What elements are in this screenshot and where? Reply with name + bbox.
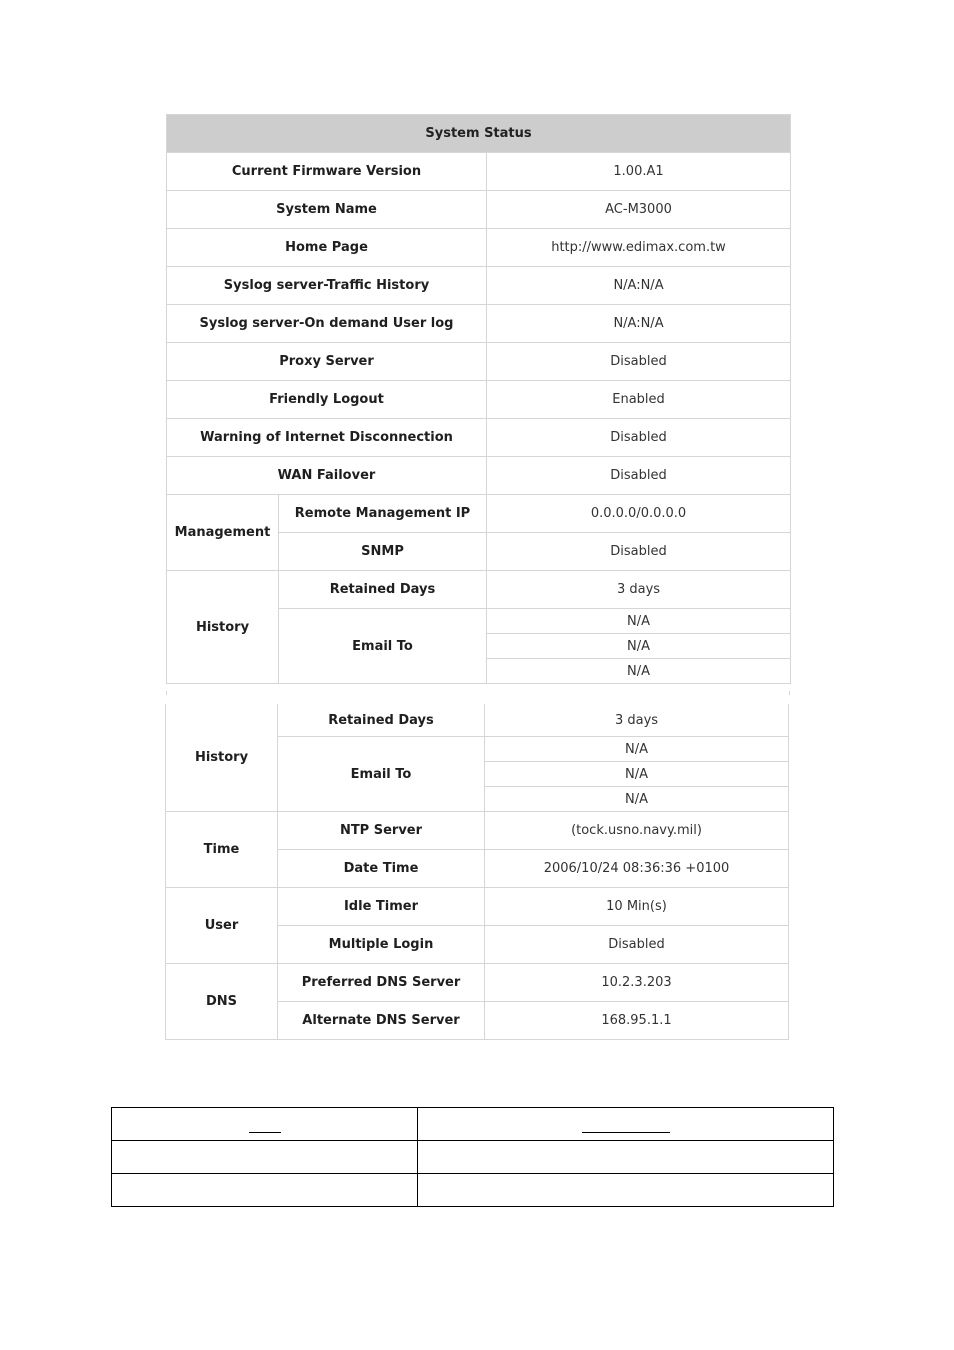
row-label: Current Firmware Version	[167, 153, 487, 191]
empty-description-table	[111, 1107, 834, 1207]
row-label: NTP Server	[278, 812, 485, 850]
row-value: Disabled	[485, 926, 789, 964]
row-label: Retained Days	[278, 704, 485, 737]
header-cell	[112, 1108, 418, 1141]
group-time: Time	[166, 812, 278, 888]
row-label: Idle Timer	[278, 888, 485, 926]
row-label: Preferred DNS Server	[278, 964, 485, 1002]
table-edge	[166, 691, 167, 695]
row-value: Disabled	[487, 343, 791, 381]
row-value: 3 days	[485, 704, 789, 737]
table-row	[166, 704, 789, 737]
email-value: N/A	[485, 787, 789, 812]
row-value: (tock.usno.navy.mil)	[485, 812, 789, 850]
row-value: Disabled	[487, 457, 791, 495]
row-label: Date Time	[278, 850, 485, 888]
row-label: Email To	[279, 609, 487, 684]
row-label: Alternate DNS Server	[278, 1002, 485, 1040]
table-row	[166, 964, 789, 1002]
table-row	[167, 457, 791, 495]
table-row	[166, 888, 789, 926]
row-label: System Name	[167, 191, 487, 229]
row-label: Retained Days	[279, 571, 487, 609]
row-value: 10 Min(s)	[485, 888, 789, 926]
table-row	[167, 381, 791, 419]
row-label: Multiple Login	[278, 926, 485, 964]
table-row	[166, 812, 789, 850]
row-label: Friendly Logout	[167, 381, 487, 419]
table-row	[167, 305, 791, 343]
table-row	[112, 1174, 834, 1207]
group-user: User	[166, 888, 278, 964]
system-status-table-top	[166, 114, 791, 684]
row-value: AC-M3000	[487, 191, 791, 229]
table-row	[167, 495, 791, 533]
email-value: N/A	[485, 762, 789, 787]
table-row	[167, 191, 791, 229]
row-value: 10.2.3.203	[485, 964, 789, 1002]
group-history: History	[166, 704, 278, 812]
row-value: 2006/10/24 08:36:36 +0100	[485, 850, 789, 888]
row-label: Warning of Internet Disconnection	[167, 419, 487, 457]
system-status-table-bottom	[165, 704, 789, 1040]
row-value: 1.00.A1	[487, 153, 791, 191]
row-value: 0.0.0.0/0.0.0.0	[487, 495, 791, 533]
email-value: N/A	[485, 737, 789, 762]
row-label: Syslog server-Traffic History	[167, 267, 487, 305]
row-value: 168.95.1.1	[485, 1002, 789, 1040]
table-row	[167, 419, 791, 457]
email-value: N/A	[487, 609, 791, 634]
row-value: Disabled	[487, 419, 791, 457]
row-label: Remote Management IP	[279, 495, 487, 533]
row-label: SNMP	[279, 533, 487, 571]
row-value: N/A:N/A	[487, 267, 791, 305]
row-label: Email To	[278, 737, 485, 812]
group-management: Management	[167, 495, 279, 571]
table-cell	[418, 1141, 834, 1174]
underline-mark	[249, 1110, 281, 1133]
row-label: Proxy Server	[167, 343, 487, 381]
table-cell	[418, 1174, 834, 1207]
row-value: Enabled	[487, 381, 791, 419]
underline-mark	[582, 1110, 670, 1133]
table-row	[112, 1108, 834, 1141]
table-row	[167, 229, 791, 267]
row-label: Syslog server-On demand User log	[167, 305, 487, 343]
row-value: 3 days	[487, 571, 791, 609]
table-cell	[112, 1141, 418, 1174]
table-row	[112, 1141, 834, 1174]
group-history: History	[167, 571, 279, 684]
table-title: System Status	[167, 115, 791, 153]
row-label: Home Page	[167, 229, 487, 267]
email-value: N/A	[487, 634, 791, 659]
group-dns: DNS	[166, 964, 278, 1040]
table-cell	[112, 1174, 418, 1207]
table-row	[167, 343, 791, 381]
table-row	[167, 153, 791, 191]
table-row	[167, 571, 791, 609]
row-value: http://www.edimax.com.tw	[487, 229, 791, 267]
email-value: N/A	[487, 659, 791, 684]
row-label: WAN Failover	[167, 457, 487, 495]
table-row	[167, 267, 791, 305]
row-value: N/A:N/A	[487, 305, 791, 343]
table-edge	[789, 691, 790, 695]
row-value: Disabled	[487, 533, 791, 571]
header-cell	[418, 1108, 834, 1141]
